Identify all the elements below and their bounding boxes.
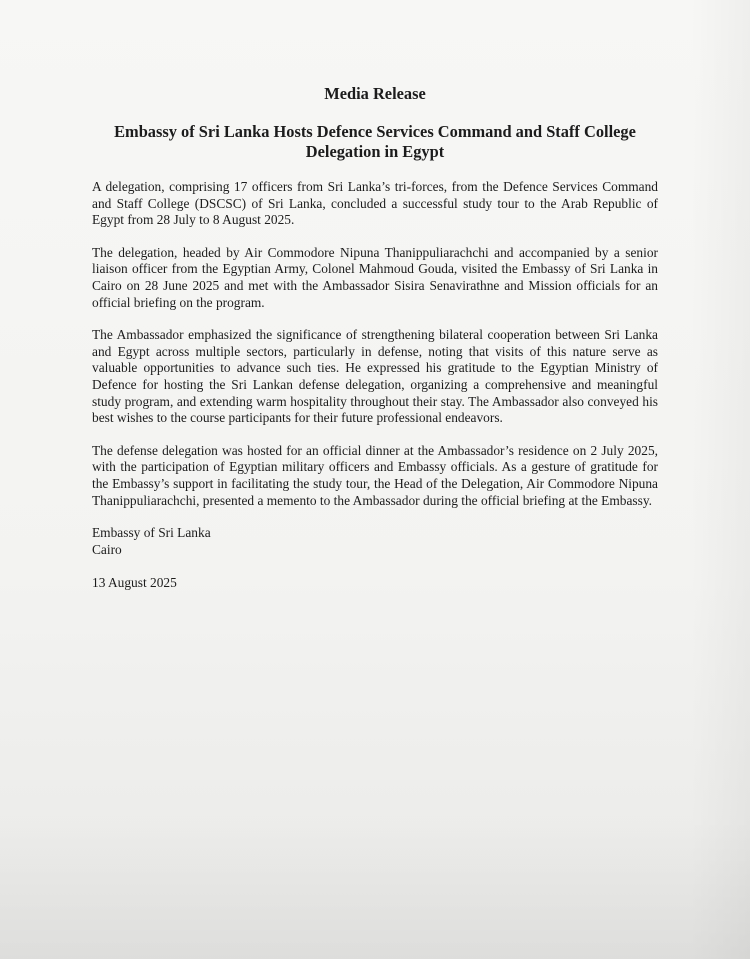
- page-shadow-bottom: [0, 819, 750, 959]
- paragraph-4: The defense delegation was hosted for an official dinner at the Ambassador’s residence on 2 July 2025, with the participation of Egyptian military officers and Embassy officials. As a gesture of gratitude for the Embassy’s support in facilitating the study tour, the Head of the Delegation, Air Commodore Nipuna Thanippuliarachchi, presented a memento to the Ambassador during the official briefing at the Embassy.: [92, 442, 658, 508]
- signature-organization: Embassy of Sri Lanka: [92, 525, 211, 541]
- document-heading: Media Release: [324, 84, 426, 103]
- document-title: Embassy of Sri Lanka Hosts Defence Services Command and Staff College Delegation in Egypt: [114, 122, 636, 161]
- paragraph-1: A delegation, comprising 17 officers from Sri Lanka’s tri-forces, from the Defence Services Command and Staff College (DSCSC) of Sri Lanka, concluded a successful study tour to the Arab Republic of Egypt from 28 July to 8 August 2025.: [92, 179, 658, 228]
- signature-city: Cairo: [92, 541, 122, 557]
- document-body: [92, 84, 658, 592]
- release-date: 13 August 2025: [92, 575, 177, 591]
- paragraph-2: The delegation, headed by Air Commodore Nipuna Thanippuliarachchi and accompanied by a senior liaison officer from the Egyptian Army, Colonel Mahmoud Gouda, visited the Embassy of Sri Lanka in Cairo on 28 June 2025 and met with the Ambassador Sisira Senavirathne and Mission officials for an official briefing on the program.: [92, 244, 658, 310]
- paragraph-3: The Ambassador emphasized the significance of strengthening bilateral cooperation between Sri Lanka and Egypt across multiple sectors, particularly in defense, noting that visits of this nature serve as valuable opportunities to advance such ties. He expressed his gratitude to the Egyptian Ministry of Defence for hosting the Sri Lankan defense delegation, organizing a comprehensive and meaningful study program, and extending warm hospitality throughout their stay. The Ambassador also conveyed his best wishes to the course participants for their future professional endeavors.: [92, 327, 658, 426]
- page-shadow-right: [690, 0, 750, 959]
